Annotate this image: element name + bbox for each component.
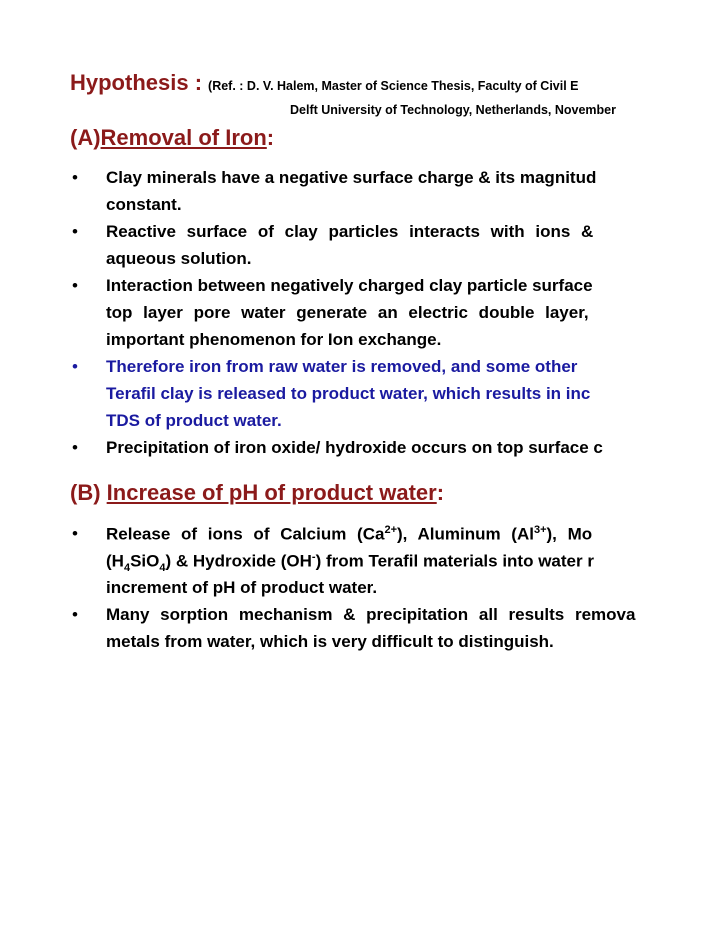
bullet-a1-line-1: Clay minerals have a negative surface charge & its magnitud <box>106 168 597 187</box>
section-a-prefix: (A) <box>70 125 101 150</box>
section-a-heading <box>70 125 274 151</box>
bullet-a4-line-1: Therefore iron from raw water is removed, and some other <box>106 357 578 376</box>
bullet-a2-line-1: Reactive surface of clay particles interacts with ions & <box>106 222 594 241</box>
bullet-b2-line-1: Many sorption mechanism & precipitation all results remova <box>106 605 636 624</box>
bullet-marker: • <box>72 357 78 376</box>
bullet-a3-line-2: top layer pore water generate an electric double layer, <box>106 303 589 322</box>
bullet-a2-line-2: aqueous solution. <box>106 249 252 268</box>
bullet-a3-line-1: Interaction between negatively charged clay particle surface <box>106 276 593 295</box>
reference-line-1: (Ref. : D. V. Halem, Master of Science Thesis, Faculty of Civil E <box>208 79 579 93</box>
bullet-marker: • <box>72 222 78 241</box>
bullet-a4-line-3: TDS of product water. <box>106 411 282 430</box>
section-b-prefix: (B) <box>70 480 107 505</box>
bullet-a3-line-3: important phenomenon for Ion exchange. <box>106 330 442 349</box>
bullet-a1-line-2: constant. <box>106 195 182 214</box>
section-b-title: Increase of pH of product water <box>106 480 437 505</box>
bullet-b2-line-2: metals from water, which is very difficult to distinguish. <box>106 632 554 651</box>
section-a-colon: : <box>266 125 275 150</box>
bullet-marker: • <box>72 605 78 624</box>
section-b-colon: : <box>436 480 445 505</box>
hypothesis-title: Hypothesis : <box>70 70 203 95</box>
hypothesis-header <box>70 70 579 96</box>
reference-line-2: Delft University of Technology, Netherlands, November <box>290 103 616 117</box>
bullet-b1-line-3: increment of pH of product water. <box>106 578 378 597</box>
bullet-marker: • <box>72 276 78 295</box>
section-b-heading <box>70 480 444 506</box>
bullet-a4-line-2: Terafil clay is released to product water, which results in inc <box>106 384 591 403</box>
bullet-b1-line-2: $(H_4SiO_4)$ & Hydroxide (OH-) from Terafil materials into water r <box>106 551 594 575</box>
bullet-marker: • <box>72 524 78 543</box>
bullet-marker: • <box>72 168 78 187</box>
bullet-a5-line-1: Precipitation of iron oxide/ hydroxide occurs on top surface c <box>106 438 603 457</box>
bullet-marker: • <box>72 438 78 457</box>
section-a-title: Removal of Iron <box>100 125 267 150</box>
bullet-b1-line-1: Release of ions of Calcium $(Ca^{2+})$, Aluminum $(Al^{3+})$, Mo <box>106 524 593 544</box>
